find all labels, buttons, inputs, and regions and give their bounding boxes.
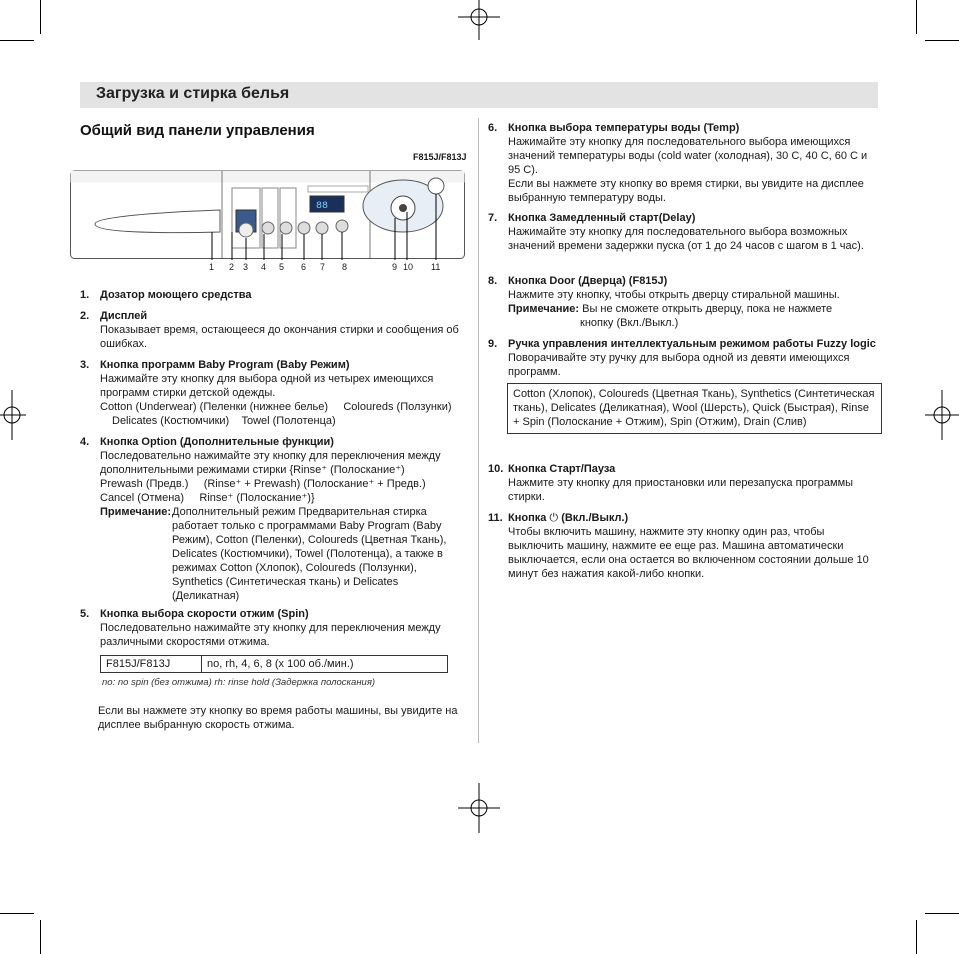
item-3 bbox=[80, 358, 470, 428]
item-8 bbox=[488, 274, 880, 330]
power-icon: ⏻ bbox=[549, 511, 559, 524]
item-text: Последовательно нажимайте эту кнопку для переключения между дополнительными режимами стирки {Rinse⁺ (Полоскание⁺) bbox=[100, 450, 441, 476]
crop-mark bbox=[925, 913, 959, 914]
item-6 bbox=[488, 121, 880, 205]
item-number: 3. bbox=[80, 359, 90, 371]
item-number: 10. bbox=[488, 463, 504, 475]
item-4 bbox=[80, 435, 462, 603]
option-mode: Prewash (Предв.) bbox=[100, 478, 189, 490]
crop-mark bbox=[40, 920, 41, 954]
item-text: Последовательно нажимайте эту кнопку для переключения между различными скоростями отжима. bbox=[100, 622, 441, 648]
item-text: Нажимайте эту кнопку для последовательного выбора имеющихся значений температуры воды (cold water (холодная), 30 C, 40 C, 60 C и 95 C). bbox=[508, 136, 868, 176]
item-number: 1. bbox=[80, 289, 90, 301]
item-number: 8. bbox=[488, 275, 498, 287]
program-option: Towel (Полотенца) bbox=[241, 415, 336, 427]
item-title: Ручка управления интеллектуальным режимом работы Fuzzy logic bbox=[508, 338, 876, 350]
item-number: 5. bbox=[80, 608, 90, 620]
item-9 bbox=[488, 337, 880, 379]
table-cell-values: no, rh, 4, 6, 8 (x 100 об./мин.) bbox=[202, 656, 448, 673]
program-option: Cotton (Underwear) (Пеленки (нижнее белье) bbox=[100, 401, 329, 413]
item-number: 7. bbox=[488, 212, 498, 224]
item-text: Если вы нажмете эту кнопку во время работы машины, вы увидите на дисплее выбранную скорость отжима. bbox=[98, 705, 458, 731]
item-title: (Вкл./Выкл.) bbox=[561, 512, 629, 524]
crop-mark bbox=[916, 920, 917, 954]
registration-mark-icon bbox=[0, 390, 26, 440]
item-title: Кнопка Option (Дополнительные функции) bbox=[100, 436, 334, 448]
option-mode: (Rinse⁺ + Prewash) (Полоскание⁺ + Предв.) bbox=[203, 478, 426, 490]
callout-number: 8 bbox=[342, 262, 348, 272]
program-list-box bbox=[507, 383, 882, 434]
callout-number: 3 bbox=[243, 262, 249, 272]
note-text: кнопку (Вкл./Выкл.) bbox=[580, 317, 679, 329]
item-11 bbox=[488, 511, 880, 581]
item-text: Если вы нажмете эту кнопку во время стирки, вы увидите на дисплее выбранную температуру воды. bbox=[508, 178, 864, 204]
item-title: Дисплей bbox=[100, 310, 148, 322]
section-title: Общий вид панели управления bbox=[80, 122, 315, 139]
display-digits: 88 bbox=[316, 201, 329, 212]
callout-number: 11 bbox=[431, 262, 441, 272]
spin-speed-table bbox=[100, 655, 448, 673]
item-7 bbox=[488, 211, 880, 253]
callout-number: 2 bbox=[229, 262, 235, 272]
item-text: Нажмите эту кнопку для приостановки или перезапуска программы стирки. bbox=[508, 477, 854, 503]
callout-number: 1 bbox=[209, 262, 215, 272]
crop-mark bbox=[0, 913, 34, 914]
callout-number: 9 bbox=[392, 262, 398, 272]
item-text: Нажимайте эту кнопку для последовательного выбора возможных значений времени задержки пуска (от 1 до 24 часов с шагом в 1 час). bbox=[508, 226, 864, 252]
callout-number: 7 bbox=[320, 262, 326, 272]
header-bar bbox=[80, 82, 878, 108]
registration-mark-icon bbox=[925, 390, 959, 440]
table-caption: no: no spin (без отжима) rh: rinse hold (Задержка полоскания) bbox=[102, 677, 376, 688]
item-text: Нажмите эту кнопку, чтобы открыть дверцу стиральной машины. bbox=[508, 289, 840, 301]
table-cell-model: F815J/F813J bbox=[101, 656, 202, 673]
callout-number: 10 bbox=[403, 262, 414, 272]
item-number: 9. bbox=[488, 338, 498, 350]
item-text: Показывает время, остающееся до окончания стирки и сообщения об ошибках. bbox=[100, 324, 459, 350]
item-number: 11. bbox=[488, 512, 503, 524]
item-title: Кнопка bbox=[508, 512, 547, 524]
item-1 bbox=[80, 288, 460, 302]
item-text: Поворачивайте эту ручку для выбора одной из девяти имеющихся программ. bbox=[508, 352, 850, 378]
callout-number: 5 bbox=[279, 262, 285, 272]
item-title: Кнопка выбора температуры воды (Temp) bbox=[508, 122, 740, 134]
item-title: Дозатор моющего средства bbox=[100, 289, 252, 301]
crop-mark bbox=[916, 0, 917, 34]
item-10 bbox=[488, 462, 880, 504]
item-text: Нажимайте эту кнопку для выбора одной из четырех имеющихся программ стирки детской одежды. bbox=[100, 373, 434, 399]
column-divider bbox=[478, 118, 479, 743]
model-label: F815J/F813J bbox=[413, 152, 467, 162]
registration-mark-icon bbox=[458, 0, 500, 40]
program-option: Coloureds (Ползунки) bbox=[343, 401, 452, 413]
callout-number: 6 bbox=[301, 262, 307, 272]
item-title: Кнопка Door (Дверца) (F815J) bbox=[508, 275, 668, 287]
control-panel-illustration bbox=[70, 170, 465, 260]
item-number: 4. bbox=[80, 436, 90, 448]
item-title: Кнопка Замедленный старт(Delay) bbox=[508, 212, 696, 224]
item-title: Кнопка Старт/Пауза bbox=[508, 463, 616, 475]
program-option: Delicates (Костюмчики) bbox=[112, 415, 230, 427]
item-title: Кнопка программ Baby Program (Baby Режим) bbox=[100, 359, 350, 371]
registration-mark-icon bbox=[458, 783, 500, 833]
spin-note bbox=[98, 704, 472, 732]
note-label: Примечание: bbox=[100, 506, 172, 518]
crop-mark bbox=[40, 0, 41, 34]
page-title: Загрузка и стирка белья bbox=[96, 85, 290, 102]
note-label: Примечание: bbox=[508, 303, 580, 315]
option-mode: Rinse⁺ (Полоскание⁺)} bbox=[199, 492, 315, 504]
program-list: Cotton (Хлопок), Coloureds (Цветная Ткань), Synthetics (Синтетическая ткань), Delicates (Деликатная), Wool (Шерсть), Quick (Быстрая), Rinse + Spin (Полоскание + Отжим), Spin (Отжим), Drain (Слив) bbox=[513, 388, 875, 428]
note-text: Вы не сможете открыть дверцу, пока не нажмете bbox=[582, 303, 833, 315]
item-number: 2. bbox=[80, 310, 90, 322]
crop-mark bbox=[0, 40, 34, 41]
callout-number: 4 bbox=[261, 262, 267, 272]
item-number: 6. bbox=[488, 122, 498, 134]
item-2 bbox=[80, 309, 460, 351]
crop-mark bbox=[925, 40, 959, 41]
note-text: Дополнительный режим Предварительная стирка работает только с программами Baby Program (Baby Режим), Cotton (Пеленки), Coloureds (Цветная Ткань), Delicates (Костюмчики), Towel (Полотенца), а также в режимах Cotton (Хлопок), Coloureds (Ползунки), Synthetics (Синтетическая ткань) и Delicates (Деликатная) bbox=[172, 506, 447, 602]
item-5 bbox=[80, 607, 462, 649]
washer-panel-icon bbox=[70, 170, 465, 260]
option-mode: Cancel (Отмена) bbox=[100, 492, 185, 504]
item-text: Чтобы включить машину, нажмите эту кнопку один раз, чтобы выключить машину, нажмите ее еще раз. Машина автоматически выключается, если она остается во включенном состоянии дольше 10 минут без нажатия какой-либо кнопки. bbox=[508, 526, 869, 580]
item-title: Кнопка выбора скорости отжим (Spin) bbox=[100, 608, 309, 620]
